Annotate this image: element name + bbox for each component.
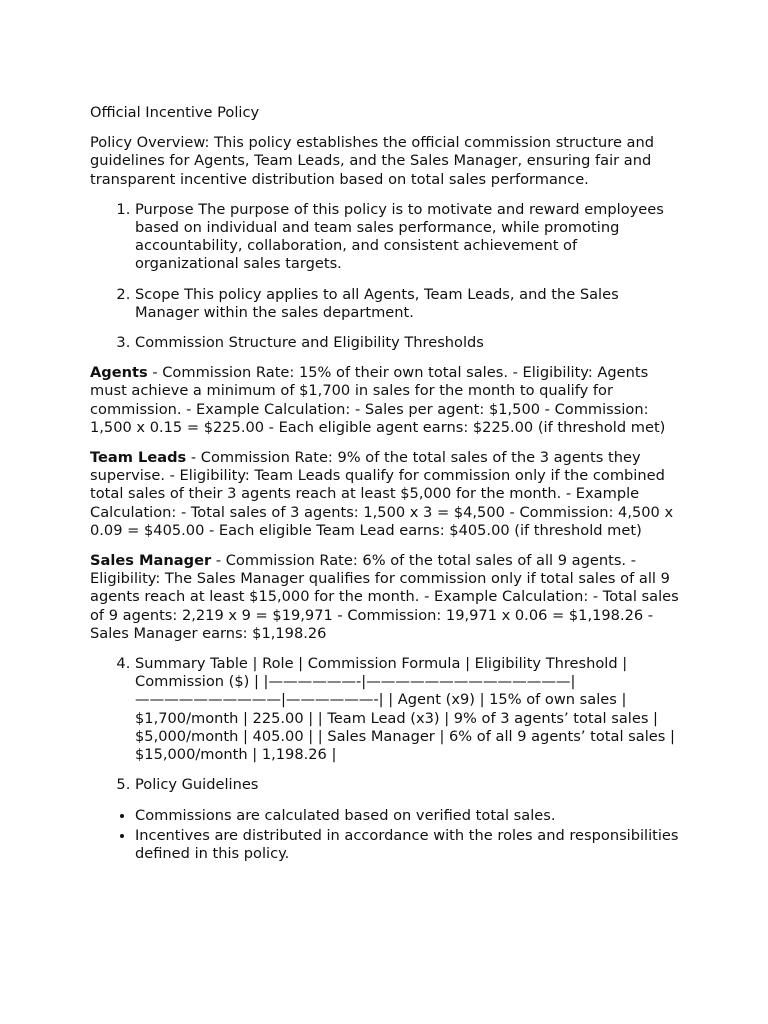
role-agents-name: Agents <box>90 364 148 382</box>
guideline-item: • Commissions are calculated based on verified total sales. <box>135 807 680 825</box>
document-title: Official Incentive Policy <box>90 104 260 121</box>
section-summary-table: 4. Summary Table | Role | Commission Formula | Eligibility Threshold | Commission ($) | |——————-|——————————————|——————————|——————-| | Agent (x9) | 15% of own sales | $1,700/month | 225.00 | | Team Lead (x3) | 9% of 3 agents’ total sales | $5,000/month | 405.00 | | Sales Manager | 6% of all 9 agents’ total sales | $15,000/month | 1,198.26 | <box>135 655 680 764</box>
role-team-leads <box>90 449 680 540</box>
role-team-leads-name: Team Leads <box>90 449 187 467</box>
guidelines-list <box>90 807 680 864</box>
sections-list-b <box>90 655 680 794</box>
policy-overview: Policy Overview: This policy establishes the official commission structure and guidelines for Agents, Team Leads, and the Sales Manager, ensuring fair and transparent incentive distribution based on total sales performance. <box>90 134 655 188</box>
role-sales-manager <box>90 552 680 643</box>
role-agents <box>90 364 680 437</box>
section-purpose: 1. Purpose The purpose of this policy is to motivate and reward employees based on individual and team sales performance, while promoting accountability, collaboration, and consistent achievement of organizational sales targets. <box>135 201 680 274</box>
section-commission-structure: 3. Commission Structure and Eligibility Thresholds <box>135 334 680 352</box>
guideline-item: • Incentives are distributed in accordance with the roles and responsibilities defined in this policy. <box>135 827 680 863</box>
role-sales-manager-name: Sales Manager <box>90 552 212 570</box>
role-team-leads-text: - Commission Rate: 9% of the total sales of the 3 agents they supervise. - Eligibility: Team Leads qualify for commission only if the combined total sales of their 3 agents reach at least $5,000 for the month. - Example Calculation: - Total sales of 3 agents: 1,500 x 3 = $4,500 - Commission: 4,500 x 0.09 = $405.00 - Each eligible Team Lead earns: $405.00 (if threshold met) <box>90 449 674 539</box>
role-sales-manager-text: - Commission Rate: 6% of the total sales of all 9 agents. - Eligibility: The Sales Manager qualifies for commission only if total sales of all 9 agents reach at least $15,000 for the month. - Example Calculation: - Total sales of 9 agents: 2,219 x 9 = $19,971 - Commission: 19,971 x 0.06 = $1,198.26 - Sales Manager earns: $1,198.26 <box>90 552 679 642</box>
section-policy-guidelines: 5. Policy Guidelines <box>135 776 680 794</box>
role-agents-text: - Commission Rate: 15% of their own total sales. - Eligibility: Agents must achieve a minimum of $1,700 in sales for the month to qualify for commission. - Example Calculation: - Sales per agent: $1,500 - Commission: 1,500 x 0.15 = $225.00 - Each eligible agent earns: $225.00 (if threshold met) <box>90 364 666 436</box>
document-page <box>90 104 680 865</box>
section-scope: 2. Scope This policy applies to all Agents, Team Leads, and the Sales Manager within the sales department. <box>135 286 680 322</box>
sections-list-a <box>90 201 680 352</box>
